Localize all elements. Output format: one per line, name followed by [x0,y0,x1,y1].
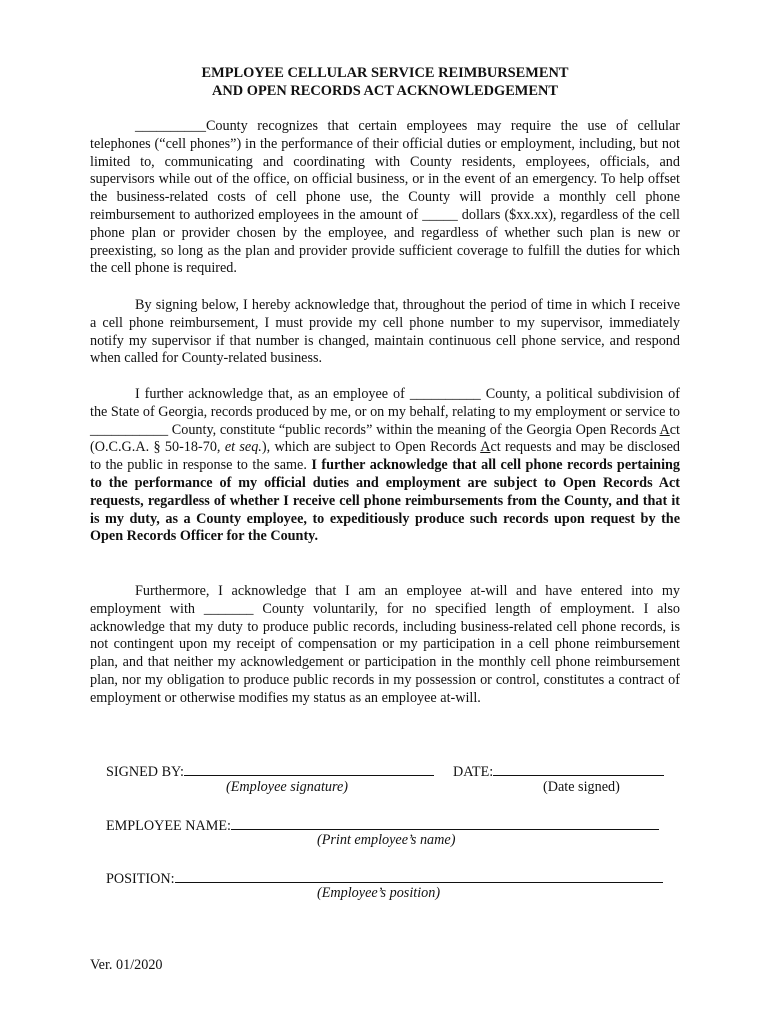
title-line-2: AND OPEN RECORDS ACT ACKNOWLEDGEMENT [212,83,558,99]
paragraph-3-text-c: ), which are subject to Open Records [261,439,481,456]
paragraph-reimbursement [90,118,680,278]
paragraph-1-text: County recognizes that certain employees may require the use of cellular telephones (“cell phones”) in the performance of their official duties or employment, including, but not limited to, communicating and coordinating with County residents, employees, officials, and supervisors while out of the office, on official business, or in the event of an emergency. To help offset the business-related costs of cell phone use, the County will provide a monthly cell phone reimbursement to authorized employees in the amount of _____ dollars ($xx.xx), regardless of the cell phone plan or provider chosen by the employee, and regardless of whether such plan is new or preexisting, so long as the plan and provider provide sufficient coverage to fulfill the duties for which the cell phone is required. [90,118,680,277]
signature-line[interactable] [184,761,434,776]
signed-by-label: SIGNED BY: [106,764,184,780]
version-label: Ver. 01/2020 [90,957,163,973]
position-label: POSITION: [106,871,175,887]
employee-name-caption: (Print employee’s name) [317,832,456,848]
signature-caption: (Employee signature) [226,779,348,795]
employee-name-line[interactable] [231,815,659,830]
document-title [90,64,680,100]
paragraph-3-act-letter: A [659,421,670,438]
paragraph-2-text: By signing below, I hereby acknowledge that, throughout the period of time in which I receive a cell phone reimbursement, I must provide my cell phone number to my supervisor, immediately notify my supervisor if that number is changed, maintain continuous cell phone service, and respond when called for County-related business. [90,297,680,367]
position-caption: (Employee’s position) [317,885,441,901]
paragraph-3-bold-text: I further acknowledge that all cell phone records pertaining to the performance of my official duties and employment are subject to Open Records Act requests, regardless of whether I receive cell phone reimbursements from the County, and that it is my duty, as a County employee, to expeditiously produce such records upon request by the Open Records Officer for the County. [90,457,680,545]
county-blank: __________ [135,118,206,134]
paragraph-3-text-d: ct requests and may be disclosed to the public in response to the same. [90,439,681,474]
paragraph-open-records [90,386,680,546]
paragraph-at-will [90,583,680,708]
date-label: DATE: [453,764,494,780]
paragraph-3-act-letter-2: A [480,439,491,456]
paragraph-3-text-a: I further acknowledge that, as an employee of __________ County, a political subdivision of the State of Georgia, records produced by me, or on my behalf, relating to my employment or service to ___________ County, constitute “public records” within the meaning of the Georgia Open Records [90,386,680,438]
paragraph-4-text: Furthermore, I acknowledge that I am an employee at-will and have entered into my employment with _______ County voluntarily, for no specified length of employment. I also acknowledge that my duty to produce public records, including business-related cell phone records, is not contingent upon my receipt of compensation or my participation in a cell phone reimbursement plan, and that neither my acknowledgement or participation in the monthly cell phone reimbursement plan, nor my obligation to produce public records in my possession or control, constitutes a contract of employment or otherwise modifies my status as an employee at-will. [90,583,680,706]
title-line-1: EMPLOYEE CELLULAR SERVICE REIMBURSEMENT [201,65,569,81]
date-row [453,761,664,781]
date-caption: (Date signed) [543,779,620,795]
paragraph-3-et-seq: et seq. [224,439,262,456]
position-line[interactable] [175,868,663,883]
employee-name-label: EMPLOYEE NAME: [106,818,231,834]
signed-by-row [106,761,434,781]
date-line[interactable] [493,761,664,776]
paragraph-3-text-b: ct (O.C.G.A. § 50-18-70, [90,421,680,456]
paragraph-acknowledgement [90,297,680,368]
